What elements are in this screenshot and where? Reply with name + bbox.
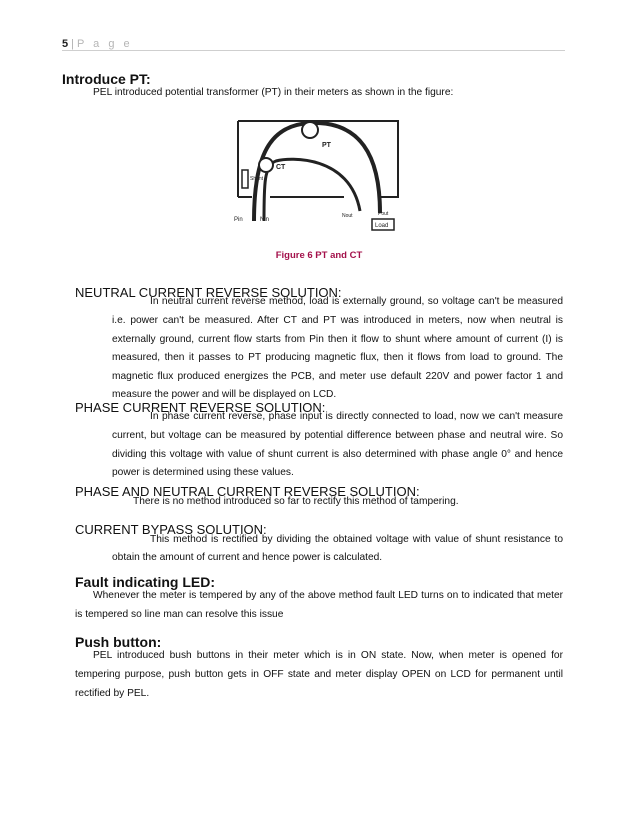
intro-pt-text: PEL introduced potential transformer (PT) in their meters as shown in the figure:: [93, 87, 454, 98]
label-ct: CT: [276, 164, 286, 171]
ct-coil: [259, 158, 273, 172]
heading-push-button: Push button:: [75, 634, 162, 650]
push-button-body: tempering purpose, push button gets in OFF state and meter display OPEN on LCD for permanent until rectified by PEL.: [75, 669, 563, 699]
page-header: [62, 38, 133, 50]
phase-first-line: In phase current reverse, phase input is directly connected to load, now we can't measure: [150, 411, 563, 422]
label-load: Load: [375, 223, 389, 229]
label-n-out: Nout: [342, 213, 353, 219]
figure-caption: Figure 6 PT and CT: [275, 250, 363, 261]
pt-loop: [254, 123, 380, 221]
label-p-out: Pout: [378, 211, 389, 217]
fault-led-first-line: Whenever the meter is tempered by any of the above method fault LED turns on to indicated that meter: [93, 590, 563, 601]
heading-neutral-solution: NEUTRAL CURRENT REVERSE SOLUTION:: [75, 285, 342, 300]
neutral-body: i.e. power can't be measured. After CT and PT was introduced in meters, now when neutral is externally ground, current flow starts from Pin then it flow to shunt where amount of current (I) is measured, then it passes to PT producing magnetic flux, then it flows from load to ground. The magnetic flux produced energizes the PCB, and meter use default 220V and power factor 1 and measure the power and will be displayed on LCD.: [112, 315, 563, 401]
bypass-body: obtain the amount of current and hence power is calculated.: [112, 552, 383, 563]
fault-led-body: is tempered so line man can resolve this issue: [75, 609, 284, 620]
page-label: P a g e: [76, 38, 133, 50]
label-p-in: Pin: [234, 217, 243, 223]
heading-bypass-solution: CURRENT BYPASS SOLUTION:: [75, 522, 267, 537]
page-number: 5: [62, 38, 69, 50]
bypass-first-line: This method is rectified by dividing the obtained voltage with value of shunt resistance to: [150, 534, 563, 545]
shunt-resistor: [242, 170, 248, 188]
label-n-in: Nin: [260, 217, 270, 223]
heading-phase-neutral-solution: PHASE AND NEUTRAL CURRENT REVERSE SOLUTION:: [75, 484, 420, 499]
label-shunt: Shunt: [250, 176, 264, 182]
header-rule: [62, 50, 565, 51]
pt-coil: [302, 122, 318, 138]
pt-ct-figure: [230, 115, 410, 243]
phase-body: current, but voltage can be measured by potential difference between phase and neutral wire. So dividing this voltage with value of shunt current is also determined with phase angle 0° and hence power is determined using these values.: [112, 430, 563, 479]
neutral-first-line: In neutral current reverse method, load is externally ground, so voltage can't be measured: [150, 296, 563, 307]
heading-introduce-pt: Introduce PT:: [62, 71, 151, 87]
phase-neutral-text: There is no method introduced so far to rectify this method of tampering.: [133, 496, 459, 507]
heading-phase-solution: PHASE CURRENT REVERSE SOLUTION:: [75, 400, 326, 415]
label-pt: PT: [322, 142, 331, 149]
push-button-first-line: PEL introduced bush buttons in their meter which is in ON state. Now, when meter is opened for: [93, 650, 563, 661]
header-separator: |: [71, 38, 74, 50]
heading-fault-led: Fault indicating LED:: [75, 574, 215, 590]
